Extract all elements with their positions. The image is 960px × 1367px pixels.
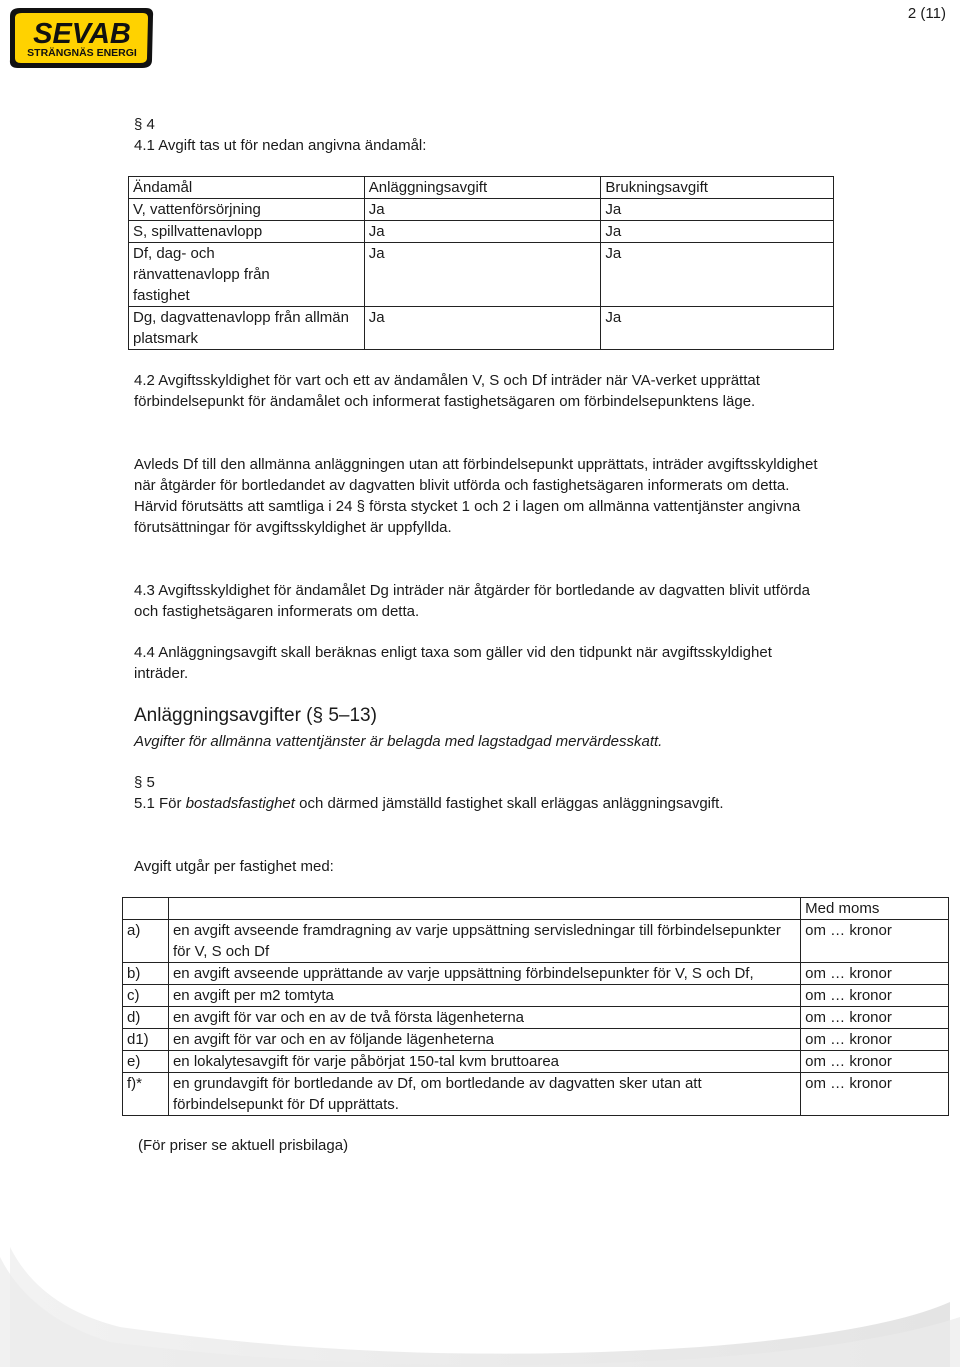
- fee-column-header: Med moms: [801, 898, 949, 920]
- table-row: [123, 920, 949, 963]
- table-row: [123, 985, 949, 1007]
- table-header-cell: Brukningsavgift: [601, 177, 834, 199]
- table-row: [123, 1051, 949, 1073]
- paragraph-4-2-b: Avleds Df till den allmänna anläggningen utan att förbindelsepunkt upprättats, inträder avgiftsskyldighet när åtgärder för bortledandet av dagvatten blivit utförda och fastighetsägaren informerats om detta. Härvid förutsätts att samtliga i 24 § första stycket 1 och 2 i lagen om allmänna vattentjänster angivna förutsättningar för avgiftsskyldighet är uppfyllda.: [134, 456, 818, 536]
- footer-swoosh-decoration: [0, 1247, 960, 1367]
- fee-price: om … kronor: [801, 985, 949, 1007]
- paragraph-4-1: 4.1 Avgift tas ut för nedan angivna ändamål:: [134, 137, 427, 154]
- fee-label: d): [123, 1007, 169, 1029]
- paragraph-5-1-italic: bostadsfastighet: [185, 795, 295, 812]
- table-cell: Ja: [601, 307, 834, 350]
- fee-price: om … kronor: [801, 963, 949, 985]
- page-number: 2 (11): [907, 5, 946, 22]
- table-cell: Ja: [601, 221, 834, 243]
- paragraph-5-1-prefix: 5.1 För: [134, 795, 186, 812]
- section-5-mark: § 5: [134, 774, 155, 791]
- fee-label: c): [123, 985, 169, 1007]
- fee-label: b): [123, 963, 169, 985]
- fee-description: en avgift för var och en av följande lägenheterna: [168, 1029, 800, 1051]
- purpose-table: [128, 176, 834, 350]
- sevab-logo: [6, 6, 156, 70]
- logo-subtext: STRÄNGNÄS ENERGI: [27, 47, 137, 59]
- table-cell: Ja: [364, 243, 601, 307]
- fee-label: a): [123, 920, 169, 963]
- fee-description: en grundavgift för bortledande av Df, om bortledande av dagvatten sker utan att förbindelsepunkt för Df upprättats.: [168, 1073, 800, 1116]
- fee-table-header-row: [123, 898, 949, 920]
- table-row: [123, 963, 949, 985]
- logo-text: SEVAB: [33, 18, 131, 50]
- paragraph-5-1-suffix: och därmed jämställd fastighet skall erläggas anläggningsavgift.: [294, 795, 724, 812]
- table-cell: Ja: [364, 199, 601, 221]
- table-cell: Dg, dagvattenavlopp från allmän platsmark: [129, 307, 365, 350]
- fee-description: en avgift för var och en av de två första lägenheterna: [168, 1007, 800, 1029]
- table-header-cell: Anläggningsavgift: [364, 177, 601, 199]
- fee-description: en lokalytesavgift för varje påbörjat 150-tal kvm bruttoarea: [168, 1051, 800, 1073]
- table-cell: [168, 898, 800, 920]
- price-note: (För priser se aktuell prisbilaga): [138, 1137, 349, 1154]
- table-row: [129, 221, 834, 243]
- fee-description: en avgift per m2 tomtyta: [168, 985, 800, 1007]
- fee-intro: Avgift utgår per fastighet med:: [134, 858, 334, 875]
- fee-price: om … kronor: [801, 1073, 949, 1116]
- table-row: [129, 199, 834, 221]
- section-4-mark: § 4: [134, 116, 155, 133]
- fee-table: [122, 897, 949, 1116]
- paragraph-4-4: 4.4 Anläggningsavgift skall beräknas enligt taxa som gäller vid den tidpunkt när avgiftsskyldighet inträder.: [134, 644, 772, 682]
- fee-label: d1): [123, 1029, 169, 1051]
- fee-price: om … kronor: [801, 1029, 949, 1051]
- table-cell: Ja: [364, 307, 601, 350]
- fees-subtitle: Avgifter för allmänna vattentjänster är belagda med lagstadgad mervärdesskatt.: [134, 733, 663, 750]
- table-row: [129, 307, 834, 350]
- table-cell: Ja: [601, 199, 834, 221]
- table-row: [129, 243, 834, 307]
- table-cell: S, spillvattenavlopp: [129, 221, 365, 243]
- fee-price: om … kronor: [801, 920, 949, 963]
- fee-label: e): [123, 1051, 169, 1073]
- fee-price: om … kronor: [801, 1007, 949, 1029]
- paragraph-5-1: [134, 793, 824, 814]
- table-cell: Df, dag- och ränvattenavlopp från fastighet: [129, 243, 365, 307]
- fee-label: f)*: [123, 1073, 169, 1116]
- table-header-row: [129, 177, 834, 199]
- fee-price: om … kronor: [801, 1051, 949, 1073]
- table-cell: [123, 898, 169, 920]
- table-cell: V, vattenförsörjning: [129, 199, 365, 221]
- table-row: [123, 1073, 949, 1116]
- fee-description: en avgift avseende framdragning av varje uppsättning servisledningar till förbindelsepunkter för V, S och Df: [168, 920, 800, 963]
- table-cell: Ja: [601, 243, 834, 307]
- paragraph-4-3: 4.3 Avgiftsskyldighet för ändamålet Dg inträder när åtgärder för bortledande av dagvatten blivit utförda och fastighetsägaren informerats om detta.: [134, 582, 810, 620]
- table-cell: Ja: [364, 221, 601, 243]
- fee-description: en avgift avseende upprättande av varje uppsättning förbindelsepunkter för V, S och Df,: [168, 963, 800, 985]
- fees-heading: Anläggningsavgifter (§ 5–13): [134, 705, 377, 726]
- table-row: [123, 1029, 949, 1051]
- paragraph-4-2: 4.2 Avgiftsskyldighet för vart och ett av ändamålen V, S och Df inträder när VA-verket upprättat förbindelsepunkt för ändamålet och informerat fastighetsägaren om förbindelsepunktens läge.: [134, 372, 760, 410]
- table-header-cell: Ändamål: [129, 177, 365, 199]
- table-row: [123, 1007, 949, 1029]
